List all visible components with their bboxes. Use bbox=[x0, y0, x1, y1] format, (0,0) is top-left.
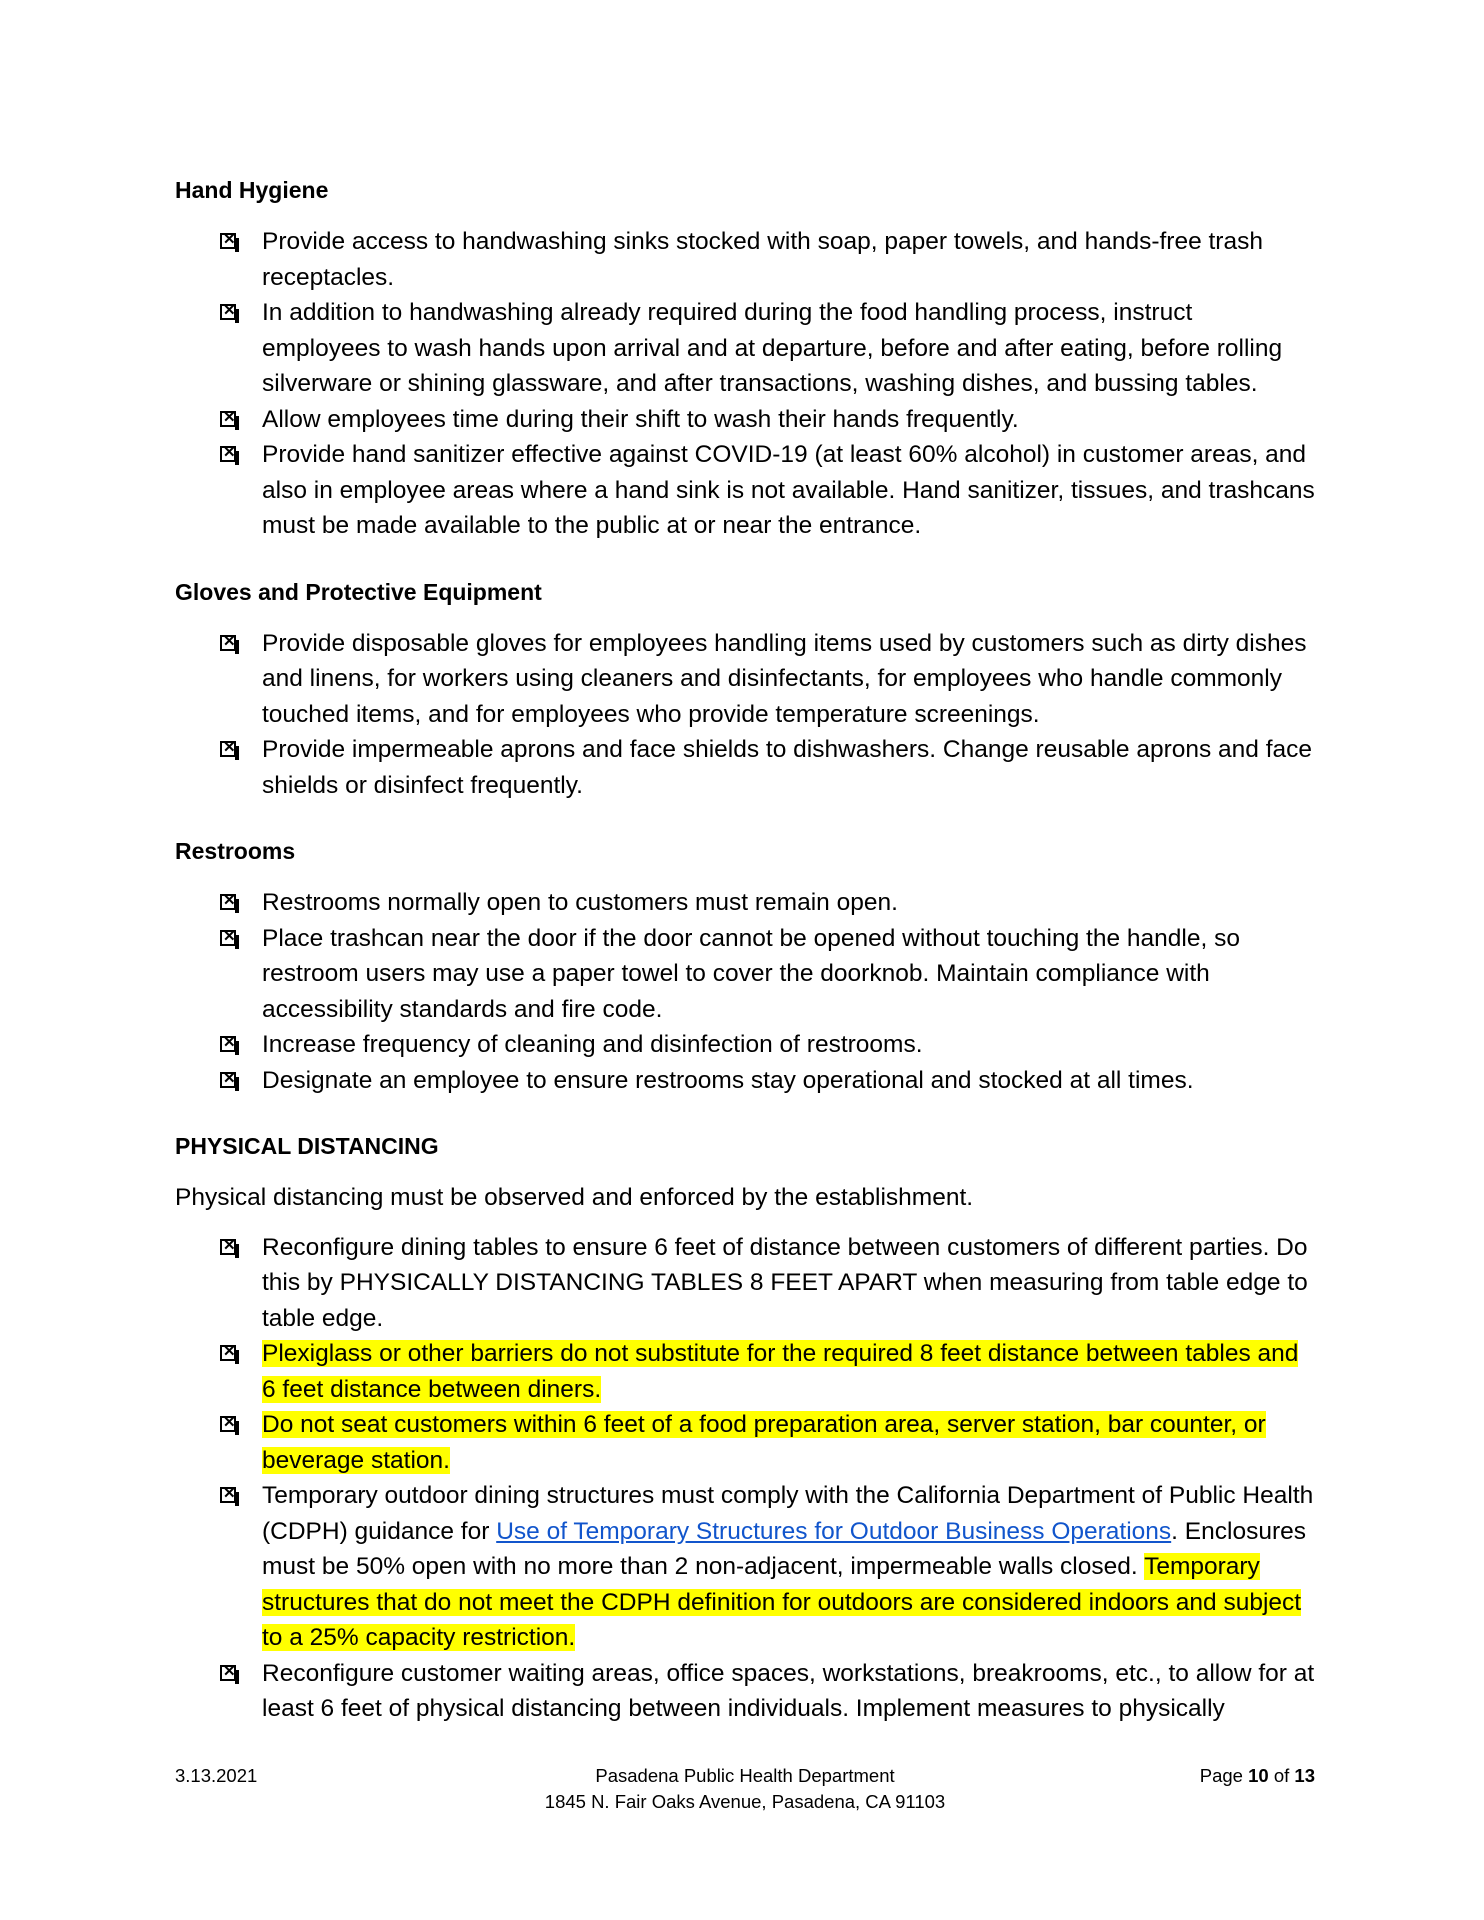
checklist-item bbox=[175, 885, 1315, 921]
highlighted-text: Temporary structures that do not meet the CDPH definition for outdoors are considered indoors and subject to a 25% capacity restriction. bbox=[262, 1553, 1302, 1651]
item-text: . Enclosures must be 50% open with no more than 2 non-adjacent, impermeable walls closed. bbox=[262, 1517, 1306, 1580]
highlighted-text: Plexiglass or other barriers do not substitute for the required 8 feet distance between tables and 6 feet distance between diners. bbox=[262, 1340, 1299, 1403]
checked-checkbox-icon[interactable] bbox=[220, 741, 236, 757]
highlighted-text: Do not seat customers within 6 feet of a food preparation area, server station, bar counter, or beverage station. bbox=[262, 1411, 1266, 1474]
checklist-item bbox=[175, 295, 1315, 402]
checklist bbox=[175, 224, 1315, 544]
checked-checkbox-icon[interactable] bbox=[220, 411, 236, 427]
section-physical-distancing bbox=[175, 1126, 1315, 1727]
checked-checkbox-icon[interactable] bbox=[220, 1072, 236, 1088]
page-total: 13 bbox=[1294, 1765, 1315, 1786]
item-text: Temporary outdoor dining structures must comply with the California Department of Public Health (CDPH) guidance for bbox=[262, 1482, 1314, 1545]
checklist-item bbox=[175, 921, 1315, 1028]
checklist-item bbox=[175, 1407, 1315, 1478]
footer-address: 1845 N. Fair Oaks Avenue, Pasadena, CA 91103 bbox=[544, 1791, 946, 1812]
checklist-item bbox=[175, 1063, 1315, 1099]
section-heading: PHYSICAL DISTANCING bbox=[175, 1133, 439, 1159]
section-heading: Gloves and Protective Equipment bbox=[175, 578, 542, 605]
section-intro: Physical distancing must be observed and enforced by the establishment. bbox=[175, 1184, 974, 1211]
checklist-item bbox=[175, 626, 1315, 733]
checked-checkbox-icon[interactable] bbox=[220, 304, 236, 320]
checked-checkbox-icon[interactable] bbox=[220, 1345, 236, 1361]
footer-page-number bbox=[1200, 1763, 1315, 1789]
document-body bbox=[175, 170, 1315, 1755]
section-heading: Hand Hygiene bbox=[175, 177, 329, 203]
checklist-item bbox=[175, 1656, 1315, 1727]
item-text: Restrooms normally open to customers must remain open. bbox=[262, 889, 898, 916]
section-heading: Restrooms bbox=[175, 838, 296, 864]
section-hand-hygiene bbox=[175, 170, 1315, 544]
item-text: Increase frequency of cleaning and disinfection of restrooms. bbox=[262, 1031, 923, 1058]
checklist bbox=[175, 885, 1315, 1098]
checklist bbox=[175, 626, 1315, 804]
checklist bbox=[175, 1230, 1315, 1727]
section-restrooms bbox=[175, 831, 1315, 1098]
footer-date: 3.13.2021 bbox=[175, 1765, 258, 1786]
checked-checkbox-icon[interactable] bbox=[220, 233, 236, 249]
checked-checkbox-icon[interactable] bbox=[220, 1487, 236, 1503]
checklist-item bbox=[175, 437, 1315, 544]
item-text: In addition to handwashing already required during the food handling process, instruct employees to wash hands upon arrival and at departure, before and after eating, before rolling silverware or shining glassware, and after transactions, washing dishes, and bussing tables. bbox=[262, 299, 1283, 397]
checklist-item bbox=[175, 732, 1315, 803]
checked-checkbox-icon[interactable] bbox=[220, 1239, 236, 1255]
checklist-item bbox=[175, 1478, 1315, 1656]
checklist-item bbox=[175, 1336, 1315, 1407]
checked-checkbox-icon[interactable] bbox=[220, 1665, 236, 1681]
checked-checkbox-icon[interactable] bbox=[220, 1416, 236, 1432]
checked-checkbox-icon[interactable] bbox=[220, 930, 236, 946]
item-text: Provide impermeable aprons and face shields to dishwashers. Change reusable aprons and face shields or disinfect frequently. bbox=[262, 736, 1313, 799]
item-text: Reconfigure dining tables to ensure 6 feet of distance between customers of different parties. Do this by PHYSICALLY DISTANCING TABLES 8 FEET APART when measuring from table edge to table edge. bbox=[262, 1233, 1308, 1332]
section-gloves-and-protective-equipment bbox=[175, 572, 1315, 804]
footer-org-name: Pasadena Public Health Department bbox=[595, 1765, 895, 1786]
item-text: Provide hand sanitizer effective against COVID-19 (at least 60% alcohol) in customer areas, and also in employee areas where a hand sink is not available. Hand sanitizer, tissues, and trashcans must be made available to the public at or near the entrance. bbox=[262, 441, 1315, 539]
checklist-item bbox=[175, 402, 1315, 438]
page-current: 10 bbox=[1248, 1765, 1269, 1786]
item-text: Place trashcan near the door if the door cannot be opened without touching the handle, so restroom users may use a paper towel to cover the doorknob. Maintain compliance with accessibility standards and fire code. bbox=[262, 924, 1240, 1023]
checklist-item bbox=[175, 1230, 1315, 1337]
item-text: Designate an employee to ensure restrooms stay operational and stocked at all times. bbox=[262, 1066, 1194, 1094]
item-text: Allow employees time during their shift to wash their hands frequently. bbox=[262, 405, 1019, 433]
footer-organization bbox=[175, 1763, 1315, 1815]
item-text: Reconfigure customer waiting areas, office spaces, workstations, breakrooms, etc., to allow for at least 6 feet of physical distancing between individuals. Implement measures to physically bbox=[262, 1659, 1315, 1722]
page-label: Page bbox=[1199, 1765, 1249, 1786]
guidance-link[interactable]: Use of Temporary Structures for Outdoor Business Operations bbox=[496, 1517, 1172, 1545]
checked-checkbox-icon[interactable] bbox=[220, 446, 236, 462]
checked-checkbox-icon[interactable] bbox=[220, 894, 236, 910]
item-text: Provide disposable gloves for employees handling items used by customers such as dirty dishes and linens, for workers using cleaners and disinfectants, for employees who handle commonly touched items, and for employees who provide temperature screenings. bbox=[262, 629, 1307, 728]
checklist-item bbox=[175, 224, 1315, 295]
checked-checkbox-icon[interactable] bbox=[220, 635, 236, 651]
item-text: Provide access to handwashing sinks stocked with soap, paper towels, and hands-free trash receptacles. bbox=[262, 228, 1263, 291]
checked-checkbox-icon[interactable] bbox=[220, 1036, 236, 1052]
page-of-label: of bbox=[1268, 1765, 1295, 1786]
checklist-item bbox=[175, 1027, 1315, 1063]
